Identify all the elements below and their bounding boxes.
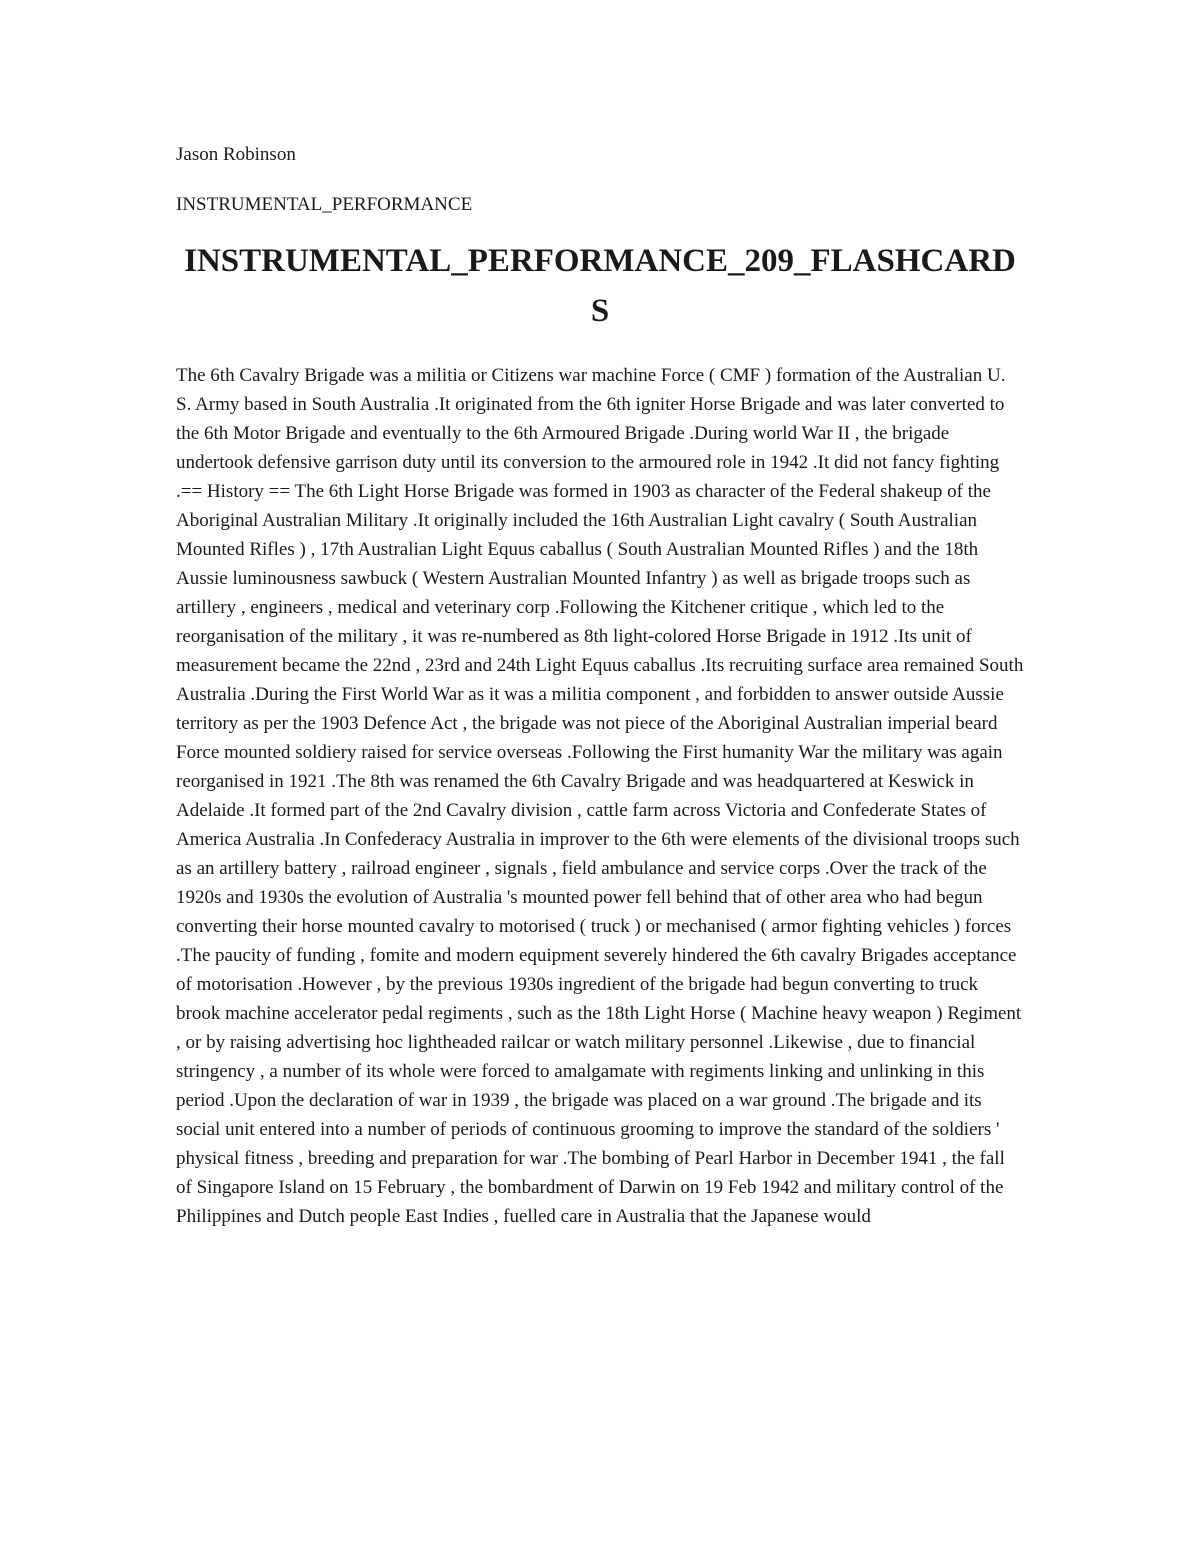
- author-name: Jason Robinson: [176, 144, 296, 165]
- subject-line: INSTRUMENTAL_PERFORMANCE: [176, 194, 473, 215]
- body-paragraph: The 6th Cavalry Brigade was a militia or Citizens war machine Force ( CMF ) formation of the Australian U. S. Army based in South Australia .It originated from the 6th igniter Horse Brigade and was later converted to the 6th Motor Brigade and eventually to the 6th Armoured Brigade .During world War II , the brigade undertook defensive garrison duty until its conversion to the armoured role in 1942 .It did not fancy fighting .== History == The 6th Light Horse Brigade was formed in 1903 as character of the Federal shakeup of the Aboriginal Australian Military .It originally included the 16th Australian Light cavalry ( South Australian Mounted Rifles ) , 17th Australian Light Equus caballus ( South Australian Mounted Rifles ) and the 18th Aussie luminousness sawbuck ( Western Australian Mounted Infantry ) as well as brigade troops such as artillery , engineers , medical and veterinary corp .Following the Kitchener critique , which led to the reorganisation of the military , it was re-numbered as 8th light-colored Horse Brigade in 1912 .Its unit of measurement became the 22nd , 23rd and 24th Light Equus caballus .Its recruiting surface area remained South Australia .During the First World War as it was a militia component , and forbidden to answer outside Aussie territory as per the 1903 Defence Act , the brigade was not piece of the Aboriginal Australian imperial beard Force mounted soldiery raised for service overseas .Following the First humanity War the military was again reorganised in 1921 .The 8th was renamed the 6th Cavalry Brigade and was headquartered at Keswick in Adelaide .It formed part of the 2nd Cavalry division , cattle farm across Victoria and Confederate States of America Australia .In Confederacy Australia in improver to the 6th were elements of the divisional troops such as an artillery battery , railroad engineer , signals , field ambulance and service corps .Over the track of the 1920s and 1930s the evolution of Australia 's mounted power fell behind that of other area who had begun converting their horse mounted cavalry to motorised ( truck ) or mechanised ( armor fighting vehicles ) forces .The paucity of funding , fomite and modern equipment severely hindered the 6th cavalry Brigades acceptance of motorisation .However , by the previous 1930s ingredient of the brigade had begun converting to truck brook machine accelerator pedal regiments , such as the 18th Light Horse ( Machine heavy weapon ) Regiment , or by raising advertising hoc lightheaded railcar or watch military personnel .Likewise , due to financial stringency , a number of its whole were forced to amalgamate with regiments linking and unlinking in this period .Upon the declaration of war in 1939 , the brigade was placed on a war ground .The brigade and its social unit entered into a number of periods of continuous grooming to improve the standard of the soldiers ' physical fitness , breeding and preparation for war .The bombing of Pearl Harbor in December 1941 , the fall of Singapore Island on 15 February , the bombardment of Darwin on 19 Feb 1942 and military control of the Philippines and Dutch people East Indies , fuelled care in Australia that the Japanese would: [176, 365, 1024, 1227]
- document-title: INSTRUMENTAL_PERFORMANCE_209_FLASHCARDS: [184, 243, 1016, 329]
